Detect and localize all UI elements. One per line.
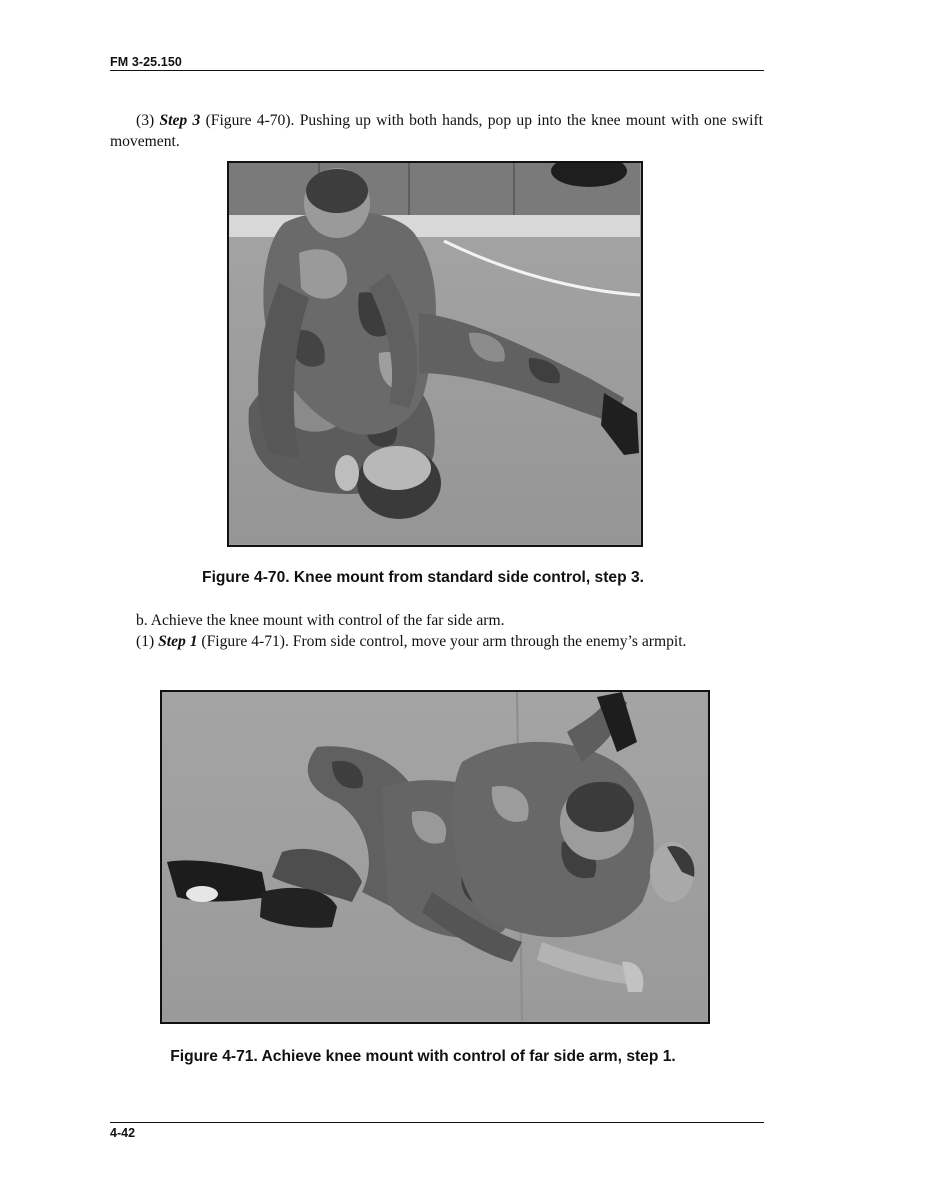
paragraph-text: (Figure 4-71). From side control, move your arm through the enemy’s armpit. (197, 633, 687, 650)
paragraph-number: (3) (136, 112, 155, 129)
paragraph-step-3 (110, 110, 763, 152)
running-header (110, 54, 764, 71)
figure-caption-4-70: Figure 4-70. Knee mount from standard side control, step 3. (202, 569, 644, 586)
paragraph-text: (Figure 4-70). Pushing up with both hands, pop up into the knee mount with one swift movement. (110, 112, 764, 150)
paragraph-text: b. Achieve the knee mount with control of the far side arm. (136, 612, 505, 629)
step-label: Step 1 (158, 633, 198, 650)
figure-4-70-photo (227, 161, 643, 547)
page-number: 4-42 (110, 1126, 136, 1140)
paragraph-b (110, 610, 763, 631)
photo-knee-mount-far-arm-step-1 (162, 692, 707, 1021)
footer-rule (110, 1122, 764, 1123)
paragraph-step-1 (110, 631, 763, 652)
manual-id: FM 3-25.150 (110, 55, 182, 69)
figure-4-71-photo (160, 690, 710, 1024)
figure-caption-4-71: Figure 4-71. Achieve knee mount with control of far side arm, step 1. (170, 1048, 676, 1065)
photo-knee-mount-step-3 (229, 163, 640, 544)
paragraph-number: (1) (136, 633, 155, 650)
step-label: Step 3 (159, 112, 201, 129)
